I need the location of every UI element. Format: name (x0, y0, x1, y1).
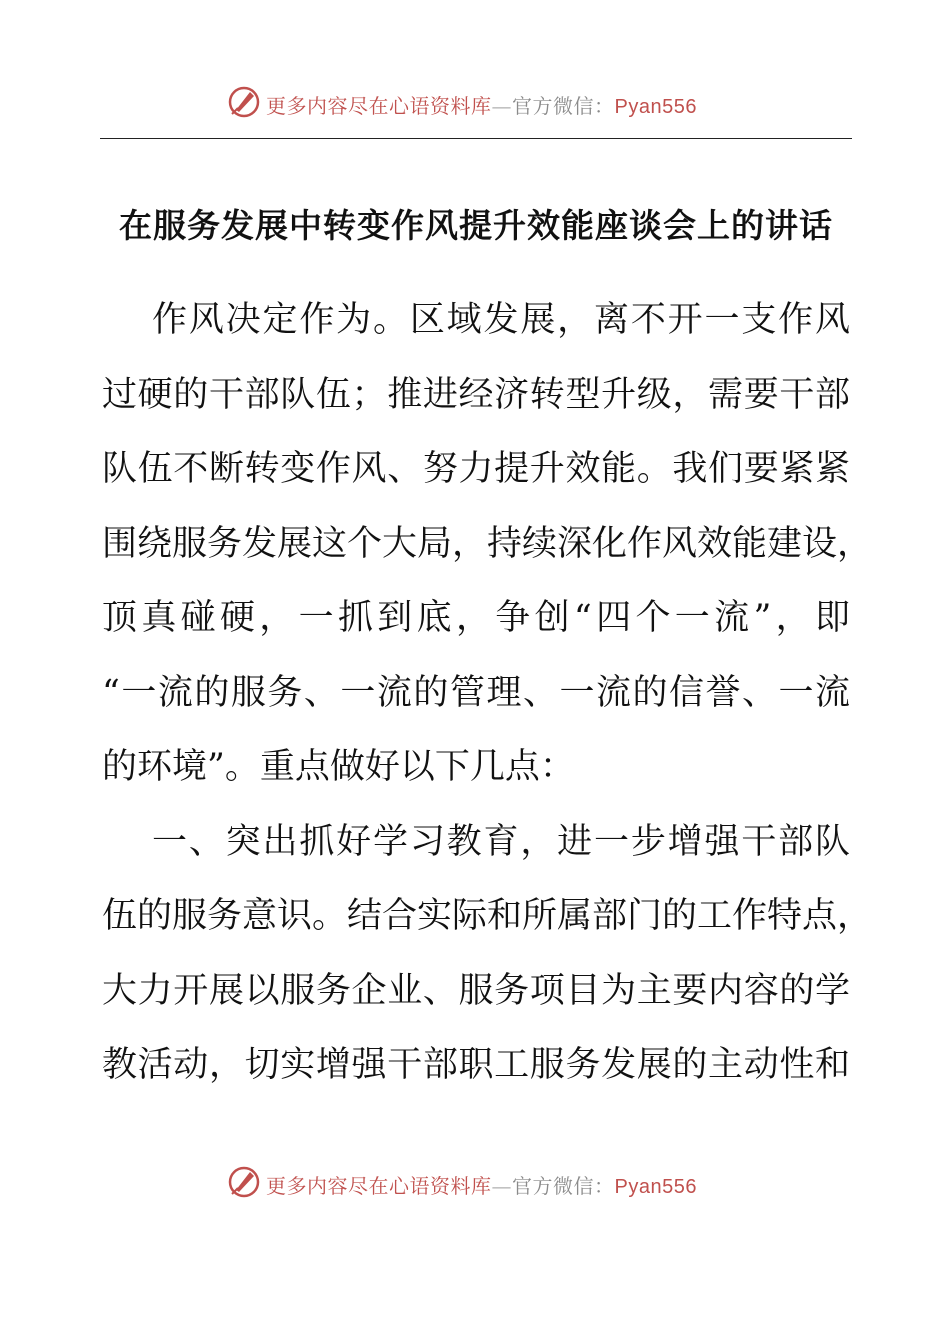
watermark-text: 更多内容尽在心语资料库—官方微信：Pyan556 (266, 94, 697, 118)
body-line: 顶真碰硬，一抓到底，争创“四个一流”，即 (102, 598, 850, 638)
footer-watermark (0, 1160, 950, 1208)
body-line: “一流的服务、一流的管理、一流的信誉、一流 (102, 672, 850, 713)
body-line: 围绕服务发展这个大局，持续深化作风效能建设， (102, 523, 873, 564)
body-line: 伍的服务意识。结合实际和所属部门的工作特点， (102, 896, 873, 936)
body-line: 大力开展以服务企业、服务项目为主要内容的学 (102, 970, 850, 1011)
pen-nib-logo-icon (226, 84, 262, 120)
body-line: 队伍不断转变作风、努力提升效能。我们要紧紧 (102, 449, 850, 489)
document-body (102, 290, 873, 1110)
body-line: 过硬的干部队伍；推进经济转型升级，需要干部 (102, 374, 850, 415)
header-divider (100, 138, 852, 139)
header-watermark (0, 80, 950, 128)
body-line: 的环境”。重点做好以下几点： (102, 747, 575, 787)
body-line: 作风决定作为。区域发展，离不开一支作风 (152, 300, 850, 340)
document-title: 在服务发展中转变作风提升效能座谈会上的讲话 (119, 206, 833, 245)
body-line: 一、突出抓好学习教育，进一步增强干部队 (152, 821, 850, 862)
watermark-text: 更多内容尽在心语资料库—官方微信：Pyan556 (266, 1174, 697, 1198)
body-line: 教活动，切实增强干部职工服务发展的主动性和 (102, 1045, 850, 1085)
pen-nib-logo-icon (226, 1164, 262, 1200)
